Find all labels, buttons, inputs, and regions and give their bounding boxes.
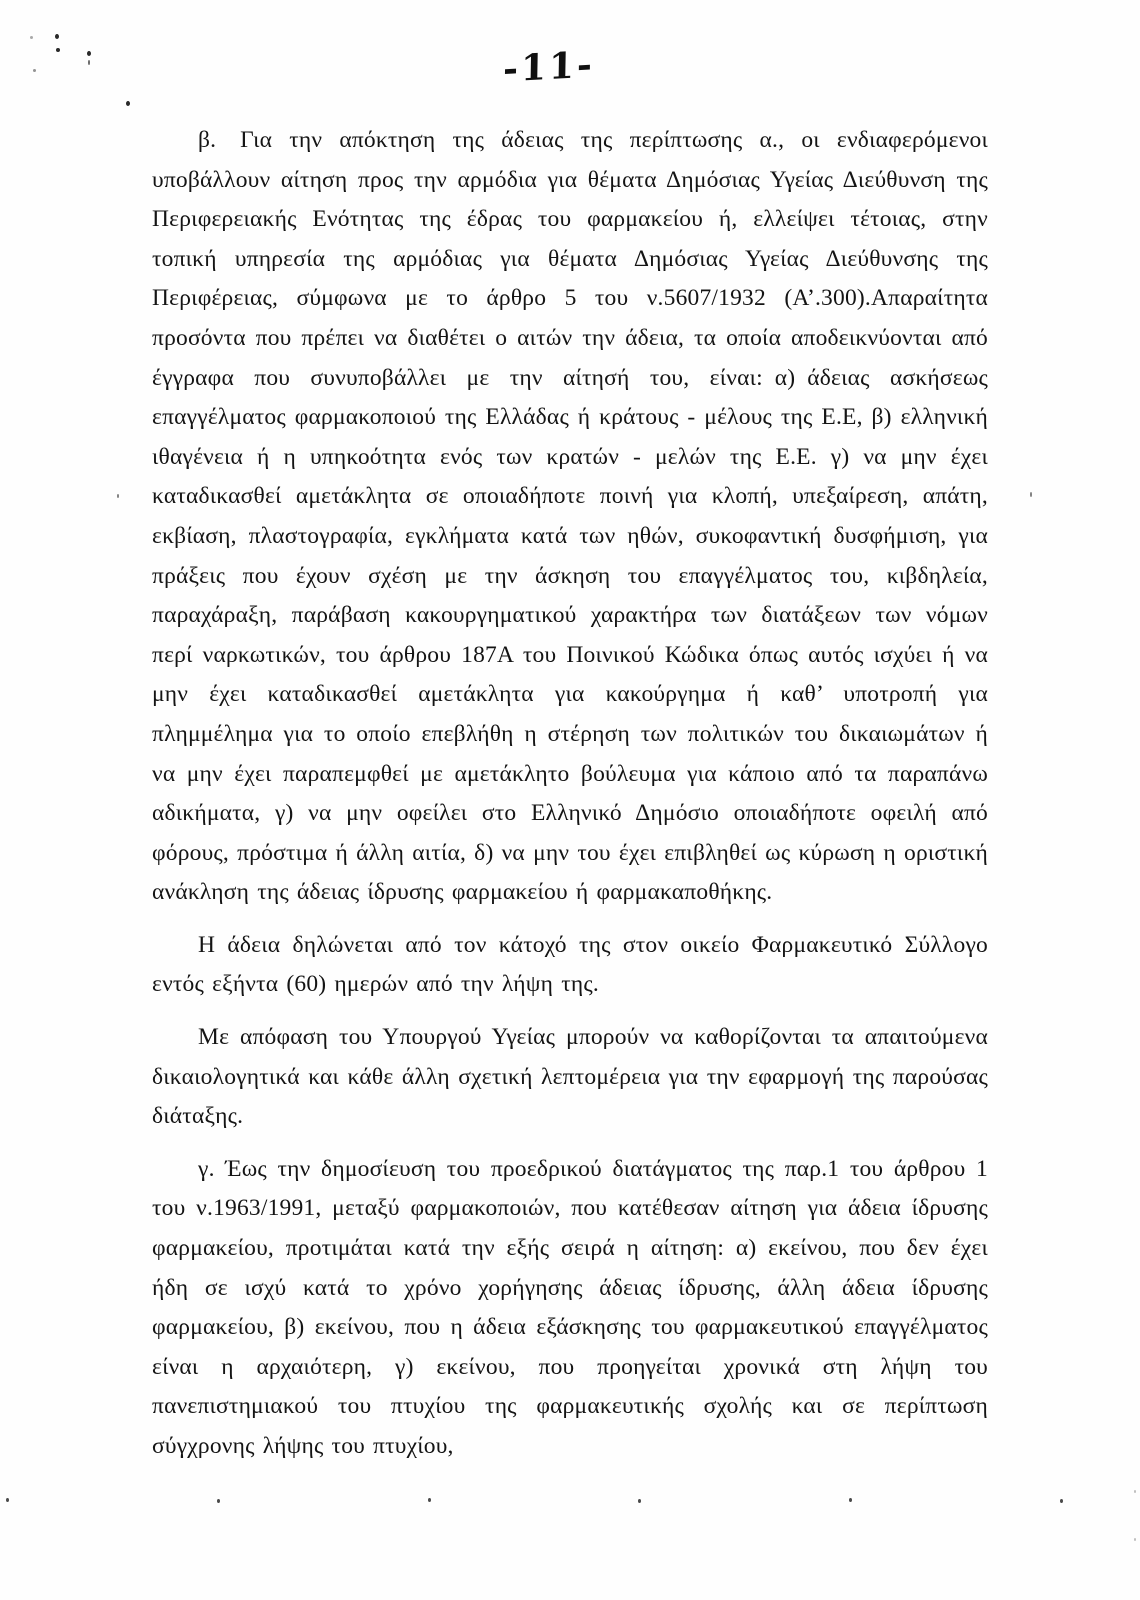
- scan-artifact-dot: [88, 60, 90, 65]
- document-body: [152, 121, 988, 1480]
- scan-artifact-dot: [849, 1498, 852, 1502]
- scan-artifact-dot: [117, 494, 119, 498]
- scan-artifact-dot: [126, 101, 130, 106]
- scan-artifact-dot: [1060, 1499, 1063, 1503]
- paragraph-minister-decision: Με απόφαση του Υπουργού Υγείας μπορούν να καθορίζονται τα απαιτούμενα δικαιολογητικά και κάθε άλλη σχετική λεπτομέρεια για την εφαρμογή της παρούσας διάταξης.: [152, 1024, 988, 1130]
- scan-artifact-dot: [1134, 1538, 1136, 1541]
- scan-artifact-dot: [217, 1499, 220, 1503]
- scan-artifact-dot: [33, 69, 36, 72]
- paragraph-point-b: β. Για την απόκτηση της άδειας της περίπτωσης α., οι ενδιαφερόμενοι υποβάλλουν αίτηση προς την αρμόδια για θέματα Δημόσιας Υγείας Διεύθυνση της Περιφερειακής Ενότητας της έδρας του φαρμακείου ή, ελλείψει τέτοιας, στην τοπική υπηρεσία της αρμόδιας για θέματα Δημόσιας Υγείας Διεύθυνσης της Περιφέρειας, σύμφωνα με το άρθρο 5 του ν.5607/1932 (Α’.300).Απαραίτητα προσόντα που πρέπει να διαθέτει ο αιτών την άδεια, τα οποία αποδεικνύονται από έγγραφα που συνυποβάλλει με την αίτησή του, είναι: α) άδειας ασκήσεως επαγγέλματος φαρμακοποιού της Ελλάδας ή κράτους - μέλους της Ε.Ε, β) ελληνική ιθαγένεια ή η υπηκοότητα ενός των κρατών - μελών της Ε.Ε. γ) να μην έχει καταδικασθεί αμετάκλητα σε οποιαδήποτε ποινή για κλοπή, υπεξαίρεση, απάτη, εκβίαση, πλαστογραφία, εγκλήματα κατά των ηθών, συκοφαντική δυσφήμιση, για πράξεις που έχουν σχέση με την άσκηση του επαγγέλματος του, κιβδηλεία, παραχάραξη, παράβαση κακουργηματικού χαρακτήρα των διατάξεων των νόμων περί ναρκωτικών, του άρθρου 187Α του Ποινικού Κώδικα όπως αυτός ισχύει ή να μην έχει καταδικασθεί αμετάκλητα για κακούργημα ή καθ’ υποτροπή για πλημμέλημα για το οποίο επεβλήθη η στέρηση των πολιτικών του δικαιωμάτων ή να μην έχει παραπεμφθεί με αμετάκλητο βούλευμα για κάποιο από τα παραπάνω αδικήματα, γ) να μην οφείλει στο Ελληνικό Δημόσιο οποιαδήποτε οφειλή από φόρους, πρόστιμα ή άλλη αιτία, δ) να μην του έχει επιβληθεί ως κύρωση η οριστική ανάκληση της άδειας ίδρυσης φαρμακείου ή φαρμακαποθήκης.: [152, 127, 988, 906]
- scan-artifact-dot: [55, 34, 59, 39]
- scan-artifact-dot: [638, 1499, 641, 1503]
- scan-artifact-dot: [87, 51, 91, 56]
- page-number: -11-: [502, 43, 596, 91]
- scan-artifact-dot: [6, 1498, 9, 1502]
- scan-artifact-dot: [1134, 1490, 1136, 1493]
- scan-artifact-dot: [30, 36, 33, 39]
- scan-artifact-dot: [56, 48, 60, 52]
- scan-artifact-dot: [428, 1498, 431, 1502]
- paragraph-license-declaration: Η άδεια δηλώνεται από τον κάτοχό της στον οικείο Φαρμακευτικό Σύλλογο εντός εξήντα (60) ημερών από την λήψη της.: [152, 931, 988, 998]
- paragraph-point-c: γ. Έως την δημοσίευση του προεδρικού διατάγματος της παρ.1 του άρθρου 1 του ν.1963/1991, μεταξύ φαρμακοποιών, που κατέθεσαν αίτηση για άδεια ίδρυσης φαρμακείου, προτιμάται κατά την εξής σειρά η αίτηση: α) εκείνου, που δεν έχει ήδη σε ισχύ κατά το χρόνο χορήγησης άδειας ίδρυσης, άλλη άδεια ίδρυσης φαρμακείου, β) εκείνου, που η άδεια εξάσκησης του φαρμακευτικού επαγγέλματος είναι η αρχαιότερη, γ) εκείνου, που προηγείται χρονικά στη λήψη του πανεπιστημιακού του πτυχίου της φαρμακευτικής σχολής και σε περίπτωση σύγχρονης λήψης του πτυχίου,: [152, 1155, 988, 1459]
- scan-artifact-dot: [1030, 492, 1032, 497]
